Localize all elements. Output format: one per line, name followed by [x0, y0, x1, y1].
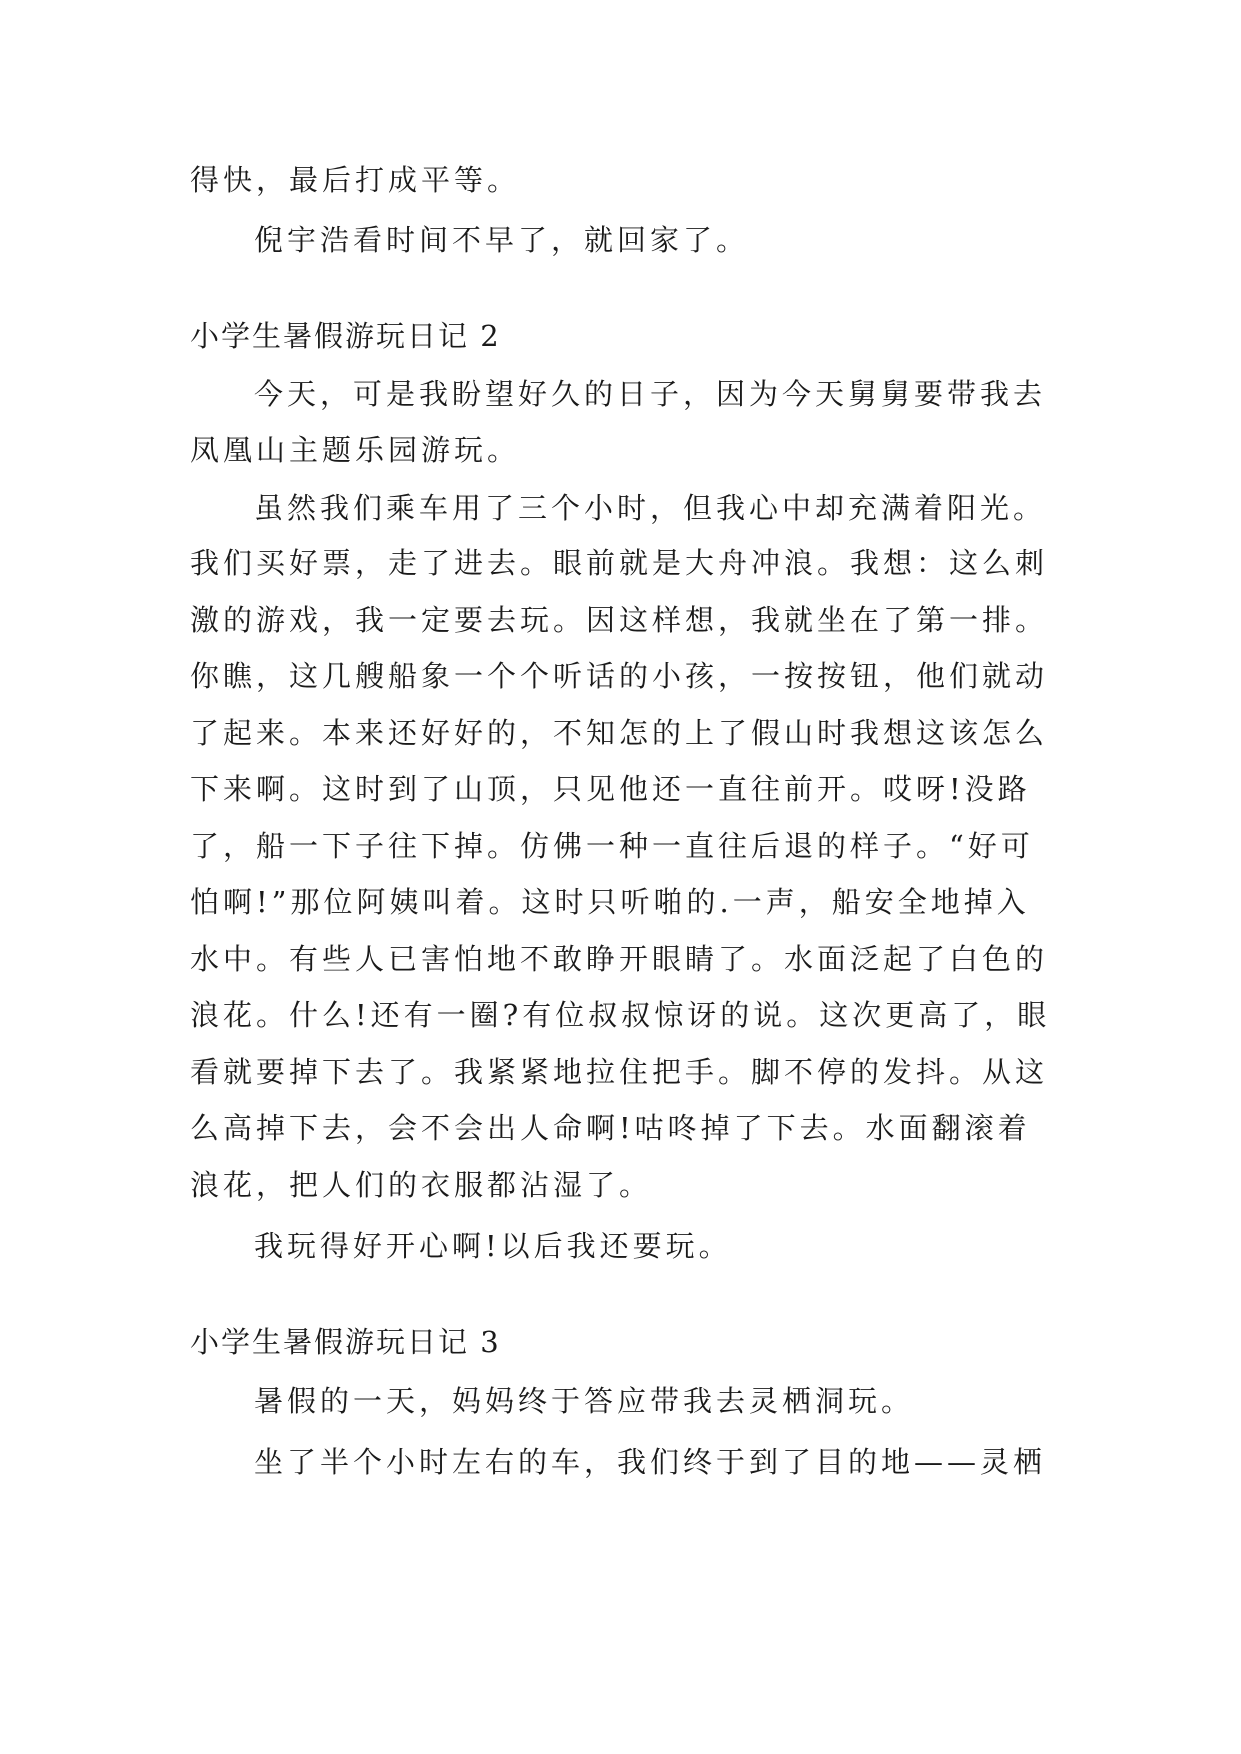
text-line: 了，船一下子往下掉。仿佛一种一直往后退的样子。“好可: [190, 829, 1034, 863]
text-line: 我玩得好开心啊!以后我还要玩。: [254, 1229, 732, 1263]
text-line: 我们买好票，走了进去。眼前就是大舟冲浪。我想：这么刺: [190, 546, 1049, 580]
text-line: 虽然我们乘车用了三个小时，但我心中却充满着阳光。: [254, 491, 1047, 525]
text-line: 倪宇浩看时间不早了，就回家了。: [254, 223, 750, 257]
section-heading: 小学生暑假游玩日记 3: [190, 1325, 501, 1359]
text-line: 坐了半个小时左右的车，我们终于到了目的地——灵栖: [254, 1445, 1047, 1479]
text-line: 今天，可是我盼望好久的日子，因为今天舅舅要带我去: [254, 377, 1047, 411]
text-line: 水中。有些人已害怕地不敢睁开眼睛了。水面泛起了白色的: [190, 942, 1049, 976]
text-line: 凤凰山主题乐园游玩。: [190, 433, 521, 467]
text-line: 么高掉下去，会不会出人命啊!咕咚掉了下去。水面翻滚着: [190, 1111, 1031, 1145]
text-line: 得快，最后打成平等。: [190, 163, 521, 197]
text-line: 了起来。本来还好好的，不知怎的上了假山时我想这该怎么: [190, 716, 1049, 750]
text-line: 怕啊!”那位阿姨叫着。这时只听啪的.一声，船安全地掉入: [190, 885, 1030, 919]
text-line: 下来啊。这时到了山顶，只见他还一直往前开。哎呀!没路: [190, 772, 1031, 806]
text-line: 浪花。什么!还有一圈?有位叔叔惊讶的说。这次更高了，眼: [190, 998, 1051, 1032]
text-line: 你瞧，这几艘船象一个个听话的小孩，一按按钮，他们就动: [190, 659, 1049, 693]
text-line: 浪花，把人们的衣服都沾湿了。: [190, 1168, 653, 1202]
text-line: 激的游戏，我一定要去玩。因这样想，我就坐在了第一排。: [190, 603, 1049, 637]
text-line: 暑假的一天，妈妈终于答应带我去灵栖洞玩。: [254, 1384, 915, 1418]
text-line: 看就要掉下去了。我紧紧地拉住把手。脚不停的发抖。从这: [190, 1055, 1049, 1089]
section-heading: 小学生暑假游玩日记 2: [190, 319, 501, 353]
